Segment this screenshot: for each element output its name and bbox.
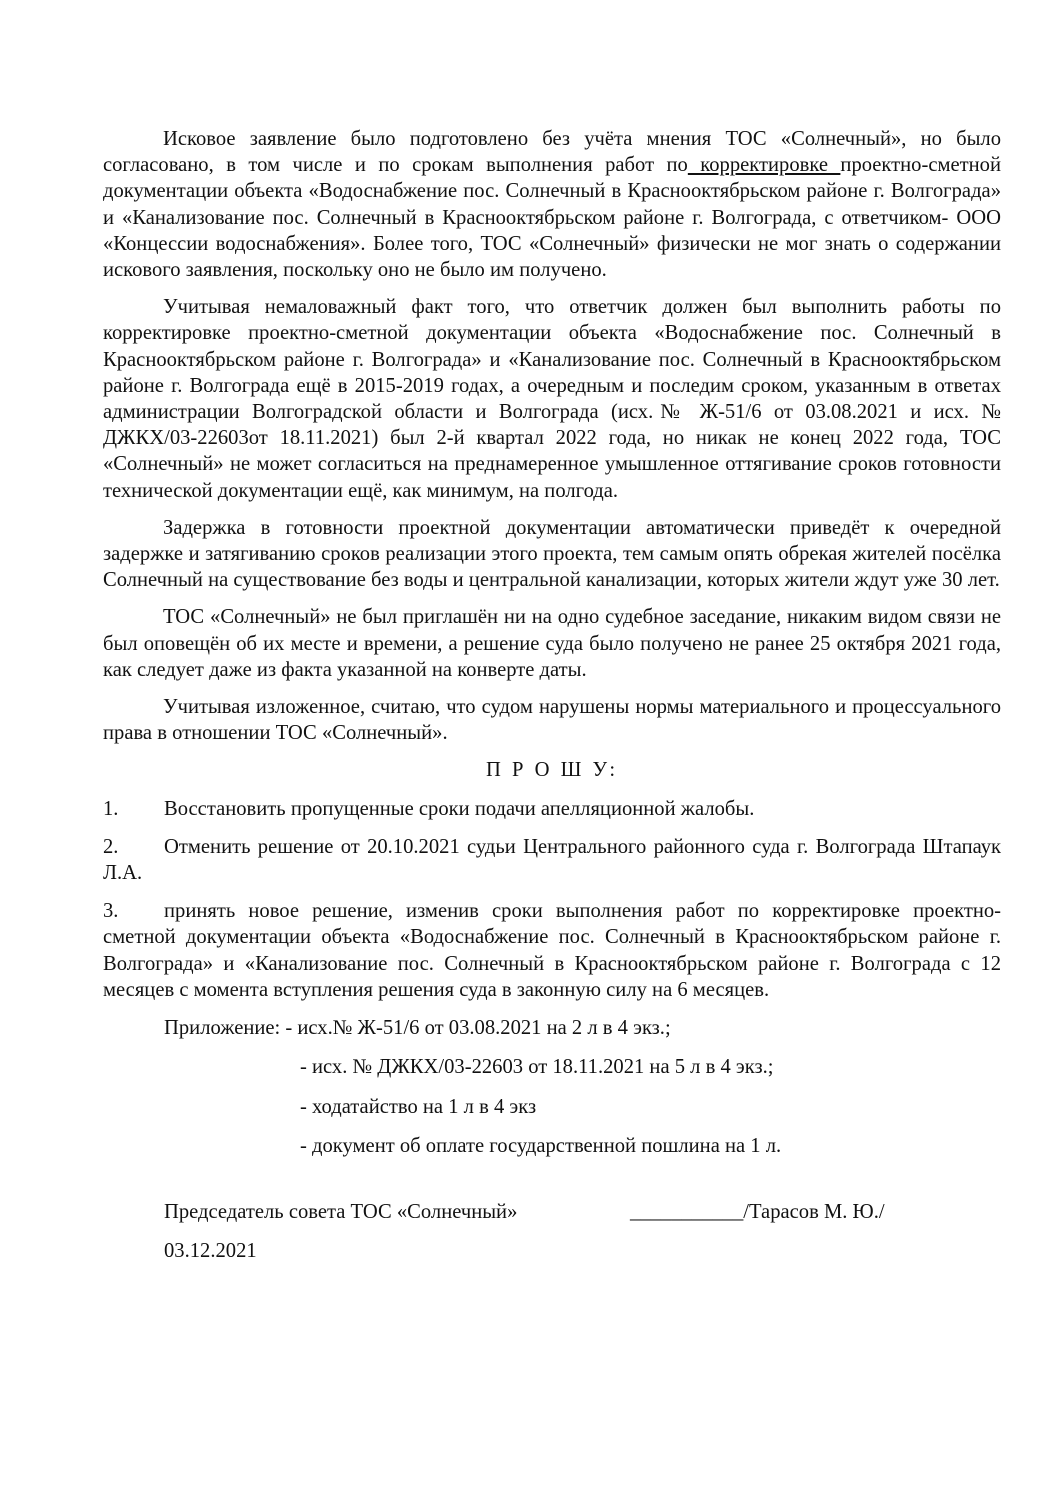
- attachment-item: - исх. № ДЖКХ/03-22603 от 18.11.2021 на 5 л в 4 экз.;: [300, 1056, 774, 1079]
- paragraph-1-underlined-word: корректировке: [687, 154, 841, 177]
- document-date: 03.12.2021: [164, 1239, 257, 1262]
- request-number: 1.: [103, 797, 119, 820]
- request-item: [103, 796, 1001, 822]
- request-text: принять новое решение, изменив сроки выполнения работ по корректировке проектно-сметной документации объекта «Водоснабжение пос. Солнечный в Краснооктябрьском районе г. Волгограда» и «Канализование пос. Солнечный в Краснооктябрьском районе г. Волгограда с 12 месяцев с момента вступления решения суда в законную силу на 6 месяцев.: [103, 900, 1001, 1001]
- request-heading: П Р О Ш У:: [485, 759, 619, 782]
- request-text: Восстановить пропущенные сроки подачи апелляционной жалобы.: [164, 797, 755, 820]
- paragraph-1: [103, 126, 1001, 283]
- signature-block: [103, 1199, 1001, 1226]
- attachments-list: [103, 1015, 1001, 1159]
- attachment-item: - документ об оплате государственной пошлина на 1 л.: [300, 1134, 782, 1157]
- request-number: 2.: [103, 835, 119, 858]
- request-item: [103, 898, 1001, 1003]
- paragraph-4: ТОС «Солнечный» не был приглашён ни на одно судебное заседание, никаким видом связи не был оповещён об их месте и времени, а решение суда было получено не ранее 25 октября 2021 года, как следует даже из факта указанной на конверте даты.: [103, 606, 1001, 681]
- request-number: 3.: [103, 900, 119, 923]
- signature-line: ___________/Тарасов М. Ю./: [630, 1200, 885, 1223]
- paragraph-1-part-b: проектно-сметной документации объекта «Водоснабжение пос. Солнечный в Краснооктябрьском районе г. Волгограда» и «Канализование пос. Солнечный в Краснооктябрьском районе г. Волгограда, с ответчиком- ООО «Концессии водоснабжения». Более того, ТОС «Солнечный» физически не мог знать о содержании искового заявления, поскольку оно не было им получено.: [103, 154, 1001, 282]
- signatory-title: Председатель совета ТОС «Солнечный»: [164, 1200, 518, 1223]
- attachment-label: Приложение: - исх.№ Ж-51/6 от 03.08.2021 на 2 л в 4 экз.;: [164, 1017, 671, 1040]
- paragraph-3: Задержка в готовности проектной документации автоматически приведёт к очередной задержке и затягиванию сроков реализации этого проекта, тем самым опять обрекая жителей посёлка Солнечный на существование без воды и центральной канализации, которых жители ждут уже 30 лет.: [103, 516, 1001, 592]
- paragraph-1-part-a: Исковое заявление было подготовлено без учёта мнения ТОС «Солнечный», но было согласовано, в том числе и по срокам выполнения работ по: [103, 128, 1001, 177]
- paragraph-2: Учитывая немаловажный факт того, что ответчик должен был выполнить работы по корректировке проектно-сметной документации объекта «Водоснабжение пос. Солнечный в Краснооктябрьском районе г. Волгограда» и «Канализование пос. Солнечный в Краснооктябрьском районе г. Волгограда ещё в 2015-2019 годах, а очередным и последим сроком, указанным в ответах администрации Волгоградской области и Волгограда (исх.№ Ж-51/6 от 03.08.2021 и исх. № ДЖКХ/03-22603от 18.11.2021) был 2-й квартал 2022 года, но никак не конец 2022 года, ТОС «Солнечный» не может согласиться на преднамеренное умышленное оттягивание сроков готовности технической документации ещё, как минимум, на полгода.: [103, 296, 1001, 502]
- request-item: [103, 834, 1001, 886]
- paragraph-5: Учитывая изложенное, считаю, что судом нарушены нормы материального и процессуального права в отношении ТОС «Солнечный».: [103, 696, 1001, 745]
- attachment-item: - ходатайство на 1 л в 4 экз: [300, 1095, 537, 1118]
- request-text: Отменить решение от 20.10.2021 судьи Центрального районного суда г. Волгограда Штапаук Л.А.: [103, 835, 1001, 885]
- document-body: [103, 126, 1001, 1264]
